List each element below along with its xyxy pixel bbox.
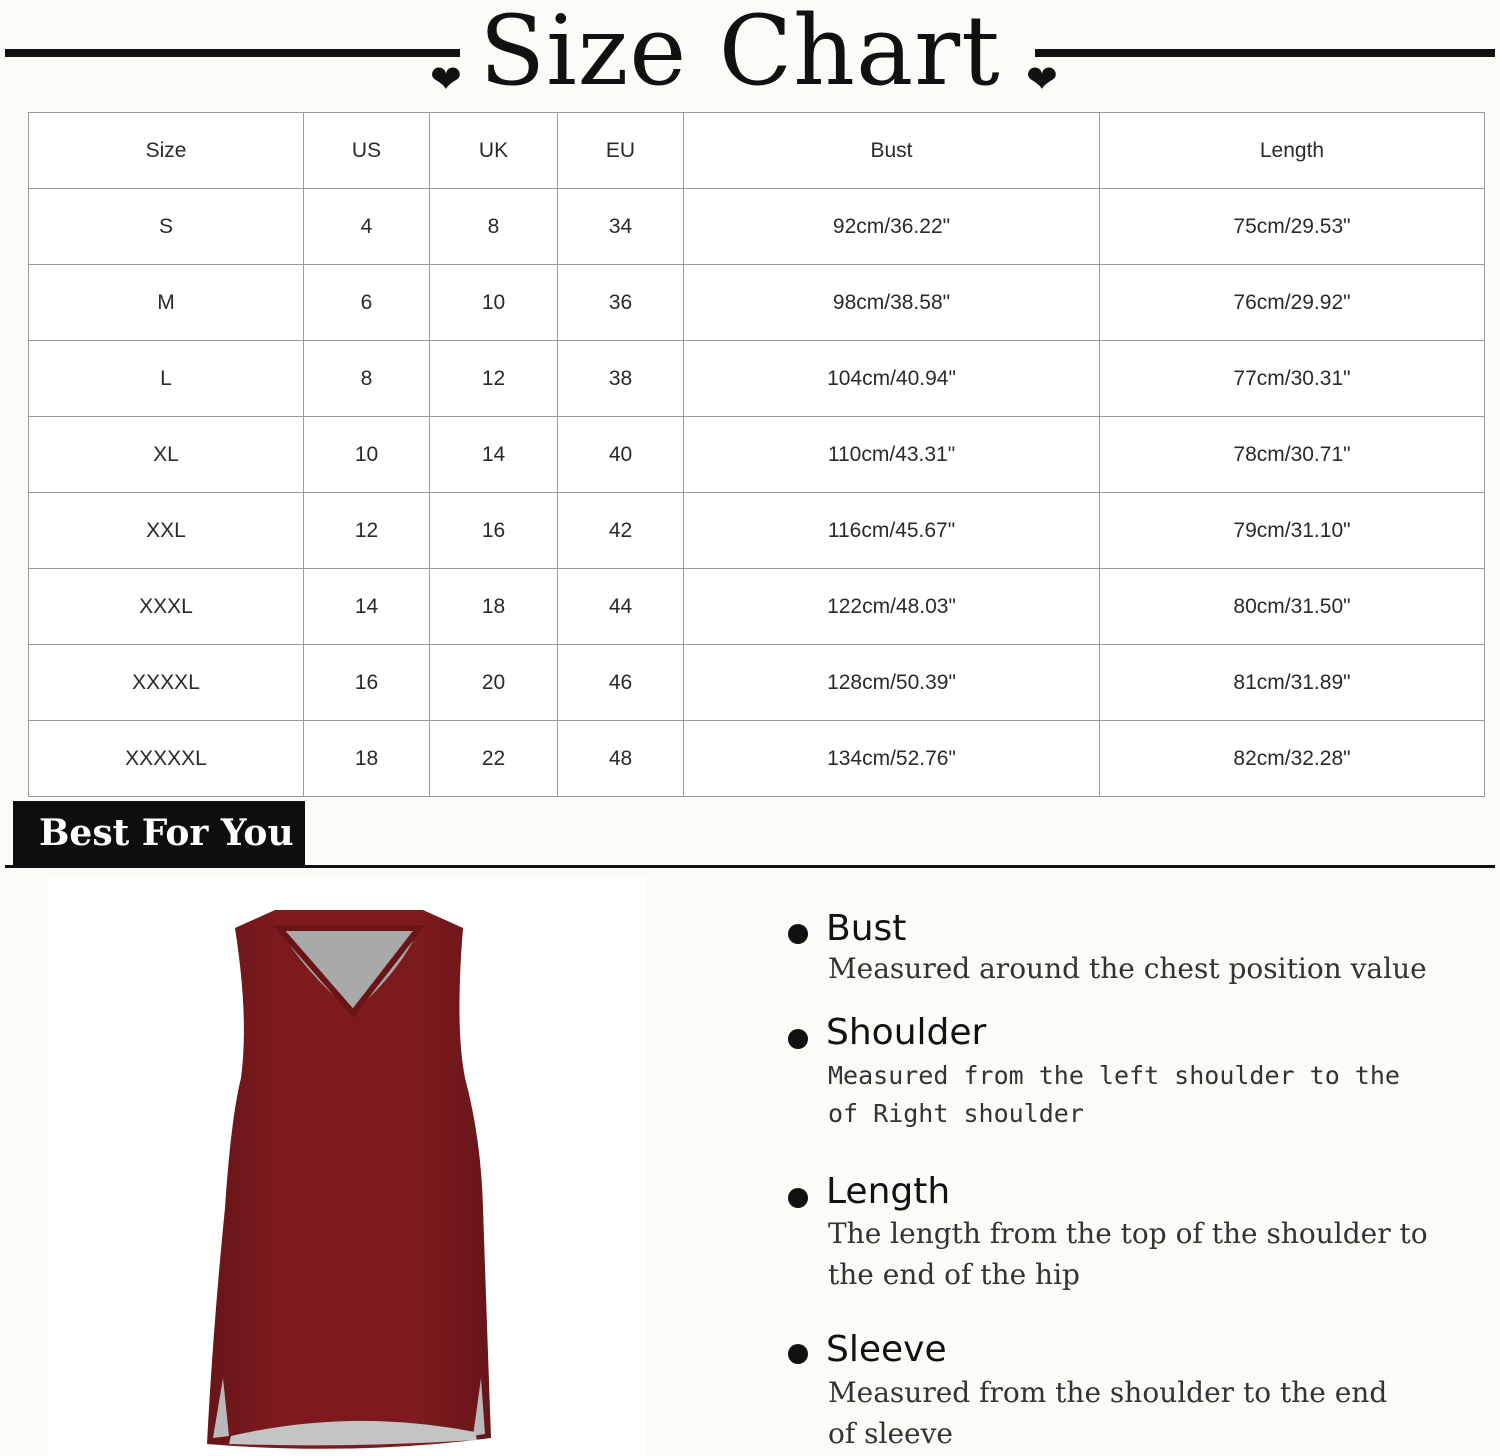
cell-size: L — [29, 341, 304, 417]
cell-size: XXXXL — [29, 645, 304, 721]
cell-eu: 40 — [558, 417, 684, 493]
cell-size: XXXL — [29, 569, 304, 645]
table-row — [29, 265, 1485, 341]
bullet-icon — [788, 1029, 808, 1049]
cell-eu: 42 — [558, 493, 684, 569]
definition-line: the end of the hip — [828, 1258, 1080, 1291]
cell-bust: 134cm/52.76" — [684, 721, 1100, 797]
table-row — [29, 645, 1485, 721]
cell-uk: 22 — [430, 721, 558, 797]
best-for-you-banner: Best For You — [13, 801, 305, 866]
definition-title: Sleeve — [826, 1329, 947, 1370]
cell-eu: 44 — [558, 569, 684, 645]
tank-top-shirt-icon — [203, 908, 503, 1453]
definition-line: Measured around the chest position value — [828, 952, 1427, 985]
cell-uk: 10 — [430, 265, 558, 341]
table-row — [29, 189, 1485, 265]
cell-length: 78cm/30.71" — [1100, 417, 1485, 493]
bullet-icon — [788, 924, 808, 944]
cell-eu: 48 — [558, 721, 684, 797]
table-row — [29, 569, 1485, 645]
definition-line: The length from the top of the shoulder to — [828, 1217, 1428, 1250]
cell-uk: 12 — [430, 341, 558, 417]
cell-uk: 18 — [430, 569, 558, 645]
cell-us: 6 — [304, 265, 430, 341]
cell-uk: 8 — [430, 189, 558, 265]
definition-line: of sleeve — [828, 1417, 953, 1450]
cell-size: XXL — [29, 493, 304, 569]
cell-eu: 46 — [558, 645, 684, 721]
cell-us: 8 — [304, 341, 430, 417]
heart-icon: ❤ — [430, 57, 462, 101]
cell-length: 76cm/29.92" — [1100, 265, 1485, 341]
cell-eu: 36 — [558, 265, 684, 341]
cell-length: 75cm/29.53" — [1100, 189, 1485, 265]
cell-length: 81cm/31.89" — [1100, 645, 1485, 721]
title-divider-left — [5, 49, 460, 57]
title-banner — [0, 0, 1500, 105]
cell-us: 16 — [304, 645, 430, 721]
cell-bust: 104cm/40.94" — [684, 341, 1100, 417]
cell-uk: 20 — [430, 645, 558, 721]
bullet-icon — [788, 1344, 808, 1364]
cell-eu: 38 — [558, 341, 684, 417]
cell-size: XXXXXL — [29, 721, 304, 797]
table-row — [29, 721, 1485, 797]
cell-eu: 34 — [558, 189, 684, 265]
cell-size: XL — [29, 417, 304, 493]
column-header-uk: UK — [430, 113, 558, 189]
cell-us: 18 — [304, 721, 430, 797]
title-divider-right — [1035, 49, 1495, 57]
table-header-row — [29, 113, 1485, 189]
cell-uk: 16 — [430, 493, 558, 569]
size-table — [28, 112, 1485, 797]
definition-title: Length — [826, 1171, 951, 1212]
product-photo — [48, 878, 646, 1456]
definition-line: of Right shoulder — [828, 1099, 1084, 1128]
column-header-size: Size — [29, 113, 304, 189]
cell-us: 4 — [304, 189, 430, 265]
cell-bust: 98cm/38.58" — [684, 265, 1100, 341]
definition-title: Shoulder — [826, 1012, 987, 1053]
definition-line: Measured from the left shoulder to the — [828, 1061, 1400, 1090]
cell-bust: 122cm/48.03" — [684, 569, 1100, 645]
cell-length: 77cm/30.31" — [1100, 341, 1485, 417]
cell-bust: 116cm/45.67" — [684, 493, 1100, 569]
column-header-us: US — [304, 113, 430, 189]
cell-length: 82cm/32.28" — [1100, 721, 1485, 797]
column-header-eu: EU — [558, 113, 684, 189]
cell-bust: 128cm/50.39" — [684, 645, 1100, 721]
table-row — [29, 417, 1485, 493]
cell-length: 80cm/31.50" — [1100, 569, 1485, 645]
definition-line: Measured from the shoulder to the end — [828, 1376, 1388, 1409]
cell-us: 14 — [304, 569, 430, 645]
definition-title: Bust — [826, 908, 907, 949]
cell-length: 79cm/31.10" — [1100, 493, 1485, 569]
cell-us: 12 — [304, 493, 430, 569]
table-row — [29, 341, 1485, 417]
cell-size: S — [29, 189, 304, 265]
table-row — [29, 493, 1485, 569]
column-header-length: Length — [1100, 113, 1485, 189]
banner-divider — [5, 865, 1495, 868]
bullet-icon — [788, 1188, 808, 1208]
cell-size: M — [29, 265, 304, 341]
cell-bust: 110cm/43.31" — [684, 417, 1100, 493]
cell-bust: 92cm/36.22" — [684, 189, 1100, 265]
cell-uk: 14 — [430, 417, 558, 493]
table-body — [29, 189, 1485, 797]
heart-icon: ❤ — [1026, 57, 1058, 101]
page-title: Size Chart — [479, 0, 1001, 107]
cell-us: 10 — [304, 417, 430, 493]
column-header-bust: Bust — [684, 113, 1100, 189]
